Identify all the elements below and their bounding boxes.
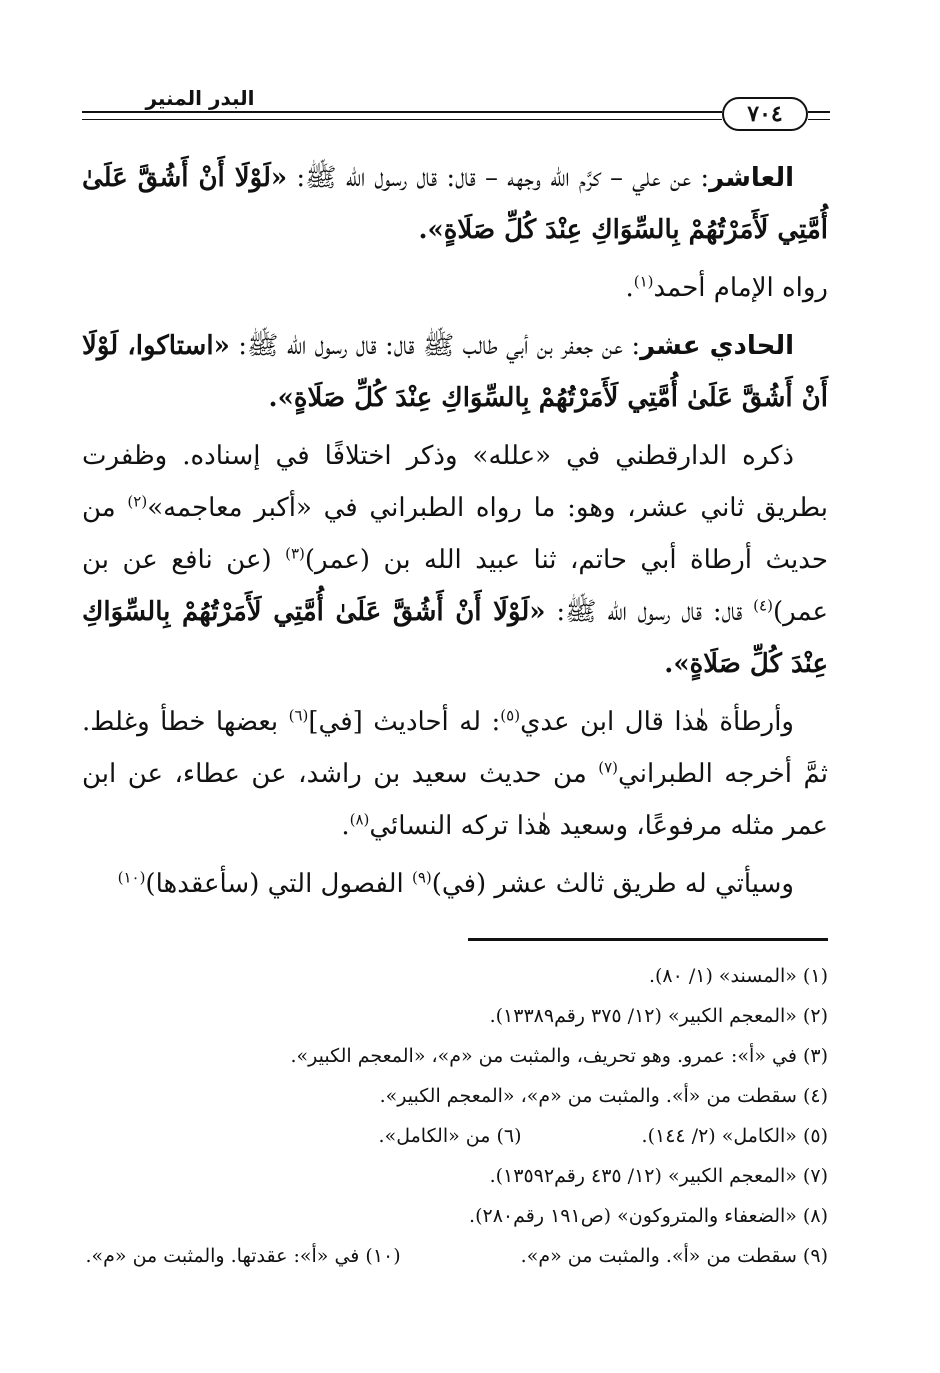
footnote	[82, 1156, 828, 1196]
footnote-text: (٢) «المعجم الكبير» (١٢/ ٣٧٥ رقم١٣٣٨٩).	[489, 1005, 828, 1027]
footnote-ref: (٦)	[288, 706, 309, 725]
paragraph-text: : عن جعفر بن أبي طالب ﷺ قال: قال رسول الله ﷺ:	[238, 331, 641, 361]
footnote-pair	[82, 1236, 828, 1276]
footnote-text: (١٠) في «أ»: عقدتها. والمثبت من «م».	[85, 1245, 401, 1267]
paragraph-text: وأرطأة هٰذا قال ابن عدي	[520, 707, 794, 737]
paragraph-text: .	[341, 811, 350, 841]
paragraph-twelfth	[82, 430, 828, 690]
footnote-ref: (٧)	[598, 758, 619, 777]
footnote-ref: (٣)	[285, 544, 305, 563]
paragraph-lead: العاشر	[709, 163, 795, 193]
page-number: ٧٠٤	[722, 97, 808, 131]
footnote-text: (٦) من «الكامل».	[378, 1125, 522, 1147]
footnote-text: (٣) في «أ»: عمرو. وهو تحريف، والمثبت من «م»، «المعجم الكبير».	[290, 1045, 828, 1067]
paragraph-text: (عن نافع عن بن عمر)	[82, 545, 828, 627]
footnote-text: (٧) «المعجم الكبير» (١٢/ ٤٣٥ رقم١٣٥٩٢).	[489, 1165, 828, 1187]
footnotes	[82, 956, 828, 1276]
paragraph-text: .	[625, 273, 634, 303]
header-rule-tail	[808, 111, 830, 113]
paragraph-text: من حديث أرطاة أبي حاتم، ثنا عبيد الله بن (عمر)	[82, 493, 828, 575]
hadith-quote: «استاكوا، لَوْلَا أَنْ أَشُقَّ عَلَىٰ أُمَّتِي لَأَمَرْتُهُمْ بِالسِّوَاكِ عِنْدَ كُلِّ صَلَاةٍ».	[82, 331, 828, 413]
footnote-pair	[82, 1116, 828, 1156]
footnote-ref: (١)	[633, 272, 654, 291]
footnote-text: (٩) سقطت من «أ». والمثبت من «م».	[520, 1245, 828, 1267]
running-title: البدر المنير	[145, 86, 255, 110]
header-rule	[82, 111, 722, 113]
paragraph-thirteenth	[82, 858, 828, 910]
footnote-separator	[468, 938, 828, 941]
main-text	[82, 152, 828, 916]
paragraph-text: قال: قال رسول الله ﷺ:	[545, 597, 754, 627]
paragraph-text: من حديث سعيد بن راشد، عن عطاء، عن ابن عمر مثله مرفوعًا، وسعيد هٰذا تركه النسائي	[82, 759, 828, 841]
footnote	[82, 1196, 828, 1236]
footnote-ref: (٤)	[753, 596, 773, 615]
header-rule-tail-thin	[808, 119, 830, 120]
paragraph-text: وسيأتي له طريق ثالث عشر (في)	[431, 869, 794, 899]
footnote-text: (٥) «الكامل» (٢/ ١٤٤).	[641, 1125, 828, 1147]
footnote-ref: (٩)	[412, 868, 432, 887]
footnote-text: (٤) سقطت من «أ». والمثبت من «م»، «المعجم الكبير».	[379, 1085, 828, 1107]
paragraph-text: رواه الإمام أحمد	[653, 273, 828, 303]
footnote-ref: (١٠)	[117, 868, 146, 887]
footnote	[82, 1036, 828, 1076]
paragraph-text: بعضها خطأ وغلط. ثمَّ أخرجه الطبراني	[82, 707, 828, 789]
footnote	[82, 996, 828, 1036]
hadith-quote: «لَوْلَا أَنْ أَشُقَّ عَلَىٰ أُمَّتِي لَأَمَرْتُهُمْ بِالسِّوَاكِ عِنْدَ كُلِّ صَلَاةٍ».	[82, 597, 828, 679]
paragraph-tenth	[82, 152, 828, 256]
paragraph-eleventh	[82, 320, 828, 424]
footnote-ref: (٢)	[127, 492, 148, 511]
paragraph-text: ذكره الدارقطني في «علله» وذكر اختلافًا في إسناده. وظفرت بطريق ثاني عشر، وهو: ما رواه الطبراني في «أكبر معاجمه»	[82, 441, 828, 523]
paragraph-artaa	[82, 696, 828, 852]
footnote-text: (٨) «الضعفاء والمتروكون» (ص١٩١ رقم٢٨٠).	[469, 1205, 828, 1227]
paragraph-text: : عن علي – كرَّم الله وجهه – قال: قال رسول الله ﷺ:	[296, 163, 710, 193]
footnote-ref: (٥)	[500, 706, 521, 725]
footnote-text: (١) «المسند» (١/ ٨٠).	[648, 965, 828, 987]
footnote	[82, 1076, 828, 1116]
paragraph-text: الفصول التي (سأعقدها)	[145, 869, 412, 899]
hadith-quote: «لَوْلَا أَنْ أَشُقَّ عَلَىٰ أُمَّتِي لَأَمَرْتُهُمْ بِالسِّوَاكِ عِنْدَ كُلِّ صَلَاةٍ».	[82, 163, 828, 245]
header-rule-thin	[82, 119, 722, 120]
footnote-ref: (٨)	[349, 810, 370, 829]
paragraph-narration	[82, 262, 828, 314]
footnote	[82, 956, 828, 996]
paragraph-lead: الحادي عشر	[640, 331, 795, 361]
paragraph-text: : له أحاديث [في]	[308, 707, 501, 737]
